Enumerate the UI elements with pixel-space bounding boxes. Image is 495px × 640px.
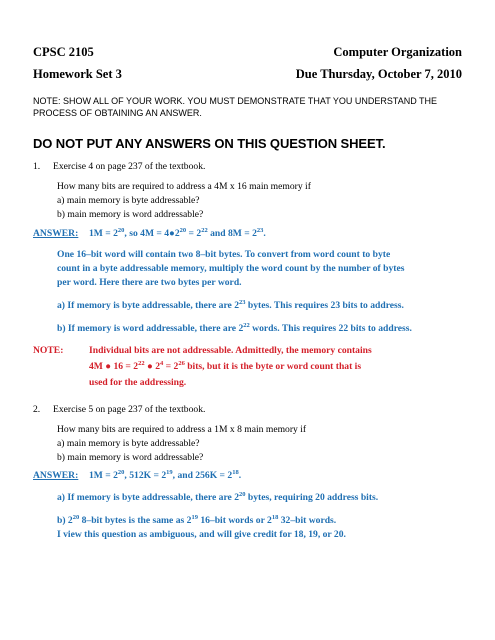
q1-answer-line [89,228,266,240]
q1-ans-exp: 23 [256,227,264,234]
q2-pb-exp: 18 [271,514,279,521]
q1-note-label: NOTE: [33,345,64,356]
q1-title: Exercise 4 on page 237 of the textbook. [53,161,206,172]
instructions-note: NOTE: SHOW ALL OF YOUR WORK. YOU MUST DEMONSTRATE THAT YOU UNDERSTAND THE PROCESS OF OBTAINING AN ANSWER. [33,96,438,118]
q2-number: 2. [33,404,41,415]
q1-ans-text: and 8M = 2 [207,228,257,239]
q1-note-exp: 22 [138,360,145,367]
q2-part-a-answer [57,492,378,504]
q1-ans-exp: 20 [179,227,187,234]
q1-note-line-2 [89,361,361,373]
q2-answer-line [89,470,241,482]
q1-explanation-3: per word. Here there are two bytes per word. [57,277,242,288]
q2-question: How many bits are required to address a 1M x 8 main memory if [57,424,307,435]
course-code: CPSC 2105 [33,45,94,59]
q1-note-text: 4M ● 16 = 2 [89,361,139,372]
q2-ans-text: . [238,470,242,481]
q1-note-text: = 2 [163,361,179,372]
q2-pb-exp: 19 [191,514,198,521]
q1-note-text: ● 2 [144,361,160,372]
q1-explanation-1: One 16–bit word will contain two 8–bit bytes. To convert from word count to byte [57,249,391,260]
q1-pa-text: a) If memory is byte addressable, there are 2 [57,300,239,311]
q1-note-line-1: Individual bits are not addressable. Admittedly, the memory contains [89,345,372,356]
q2-pa-text: a) If memory is byte addressable, there are 2 [57,492,239,503]
q2-option-b: b) main memory is word addressable? [57,452,204,463]
course-subject: Computer Organization [333,45,462,59]
q2-pa-exp: 20 [239,491,246,498]
q1-note-exp: 26 [178,360,185,367]
q1-answer-label [33,228,78,240]
q2-ans-text: , 512K = 2 [124,470,167,481]
q2-title: Exercise 5 on page 237 of the textbook. [53,404,206,415]
q1-pa-exp: 23 [239,299,246,306]
q1-ans-text: . [263,228,266,239]
q1-ans-text: 1M = 2 [89,228,118,239]
q1-pb-text: words. This requires 22 bits to address. [249,323,412,334]
q2-pb-exp: 20 [72,514,80,521]
q2-ans-exp: 19 [166,469,173,476]
q2-answer-label [33,470,78,482]
homework-title: Homework Set 3 [33,67,122,81]
q2-pb-text: 8–bit bytes is the same as 2 [79,515,192,526]
q1-ans-exp: 22 [201,227,208,234]
q2-pa-text: bytes, requiring 20 address bits. [245,492,379,503]
q2-ans-text: , and 256K = 2 [172,470,233,481]
q1-number: 1. [33,161,41,172]
q2-pb-text: 16–bit words or 2 [197,515,272,526]
q1-ans-text: = 2 [186,228,202,239]
q2-option-a: a) main memory is byte addressable? [57,438,200,449]
q1-ans-text: , so 4M = 4●2 [124,228,180,239]
due-date: Due Thursday, October 7, 2010 [295,67,462,81]
q1-pa-text: bytes. This requires 23 bits to address. [245,300,404,311]
q2-ans-text: 1M = 2 [89,470,118,481]
q1-ans-exp: 20 [117,227,125,234]
warning-heading: DO NOT PUT ANY ANSWERS ON THIS QUESTION SHEET. [33,136,386,151]
q1-explanation-2: count in a byte addressable memory, multiply the word count by the number of bytes [57,263,405,274]
q1-part-b-answer [57,323,412,335]
q1-note-line-3: used for the addressing. [89,377,187,388]
q2-ans-exp: 18 [232,469,239,476]
q1-option-b: b) main memory is word addressable? [57,209,204,220]
q1-note-text: bits, but it is the byte or word count that is [184,361,362,372]
q1-pb-text: b) If memory is word addressable, there are 2 [57,323,244,334]
q1-pb-exp: 22 [243,322,250,329]
q2-part-c-answer: I view this question as ambiguous, and will give credit for 18, 19, or 20. [57,529,346,540]
q2-ans-exp: 20 [117,469,125,476]
q2-part-b-answer [57,515,336,527]
q1-question: How many bits are required to address a 4M x 16 main memory if [57,181,311,192]
q1-answer-label-text: ANSWER: [33,228,79,239]
q2-pb-text: b) 2 [57,515,73,526]
q1-note-exp: 4 [160,360,164,367]
q1-part-a-answer [57,300,404,312]
q2-pb-text: 32–bit words. [278,515,337,526]
q2-answer-label-text: ANSWER: [33,470,79,481]
q1-option-a: a) main memory is byte addressable? [57,195,200,206]
